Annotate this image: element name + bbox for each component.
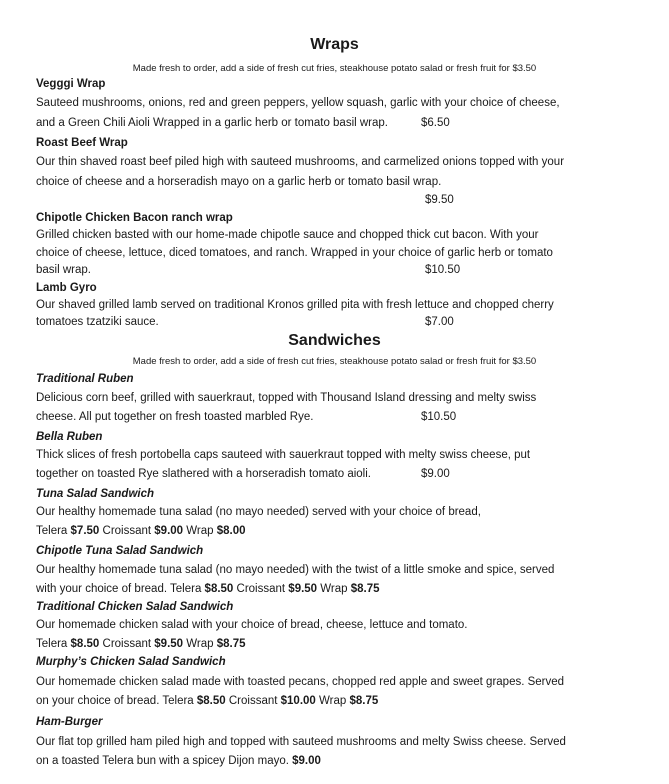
item-name: Lamb Gyro — [36, 282, 97, 294]
item-price: $7.00 — [425, 316, 454, 328]
item-desc: cheese. All put together on fresh toasted marbled Rye. — [36, 411, 314, 423]
wraps-note: Made fresh to order, add a side of fresh cut fries, steakhouse potato salad or fresh fruit for $3.50 — [132, 63, 537, 74]
sandwiches-title: Sandwiches — [288, 332, 381, 349]
item-price: $6.50 — [421, 117, 450, 129]
item-name: Chipotle Chicken Bacon ranch wrap — [36, 212, 233, 224]
item-name: Traditional Chicken Salad Sandwich — [36, 601, 234, 613]
item-name: Bella Ruben — [36, 431, 103, 443]
item-desc: and a Green Chili Aioli Wrapped in a garlic herb or tomato basil wrap. — [36, 117, 388, 129]
item-desc: Sauteed mushrooms, onions, red and green peppers, yellow squash, garlic with your choice of cheese, — [36, 97, 560, 109]
wraps-title: Wraps — [310, 36, 359, 53]
item-desc: Our homemade chicken salad made with toasted pecans, chopped red apple and sweet grapes. Served — [36, 676, 565, 688]
item-name: Tuna Salad Sandwich — [36, 488, 155, 500]
item-options: Telera $7.50 Croissant $9.00 Wrap $8.00 — [36, 525, 246, 537]
item-price: $10.50 — [425, 264, 461, 276]
item-options: on your choice of bread. Telera $8.50 Croissant $10.00 Wrap $8.75 — [36, 695, 379, 707]
item-desc: basil wrap. — [36, 264, 91, 276]
item-price: $9.50 — [425, 194, 454, 206]
item-name: Traditional Ruben — [36, 373, 134, 385]
item-desc: Our thin shaved roast beef piled high with sauteed mushrooms, and carmelized onions topped with your — [36, 156, 565, 168]
item-desc: Our homemade chicken salad with your choice of bread, cheese, lettuce and tomato. — [36, 619, 468, 631]
item-desc: Our healthy homemade tuna salad (no mayo needed) served with your choice of bread, — [36, 506, 481, 518]
item-desc: choice of cheese and a horseradish mayo on a garlic herb or tomato basil wrap. — [36, 176, 442, 188]
item-name: Murphy’s Chicken Salad Sandwich — [36, 656, 226, 668]
item-options: on a toasted Telera bun with a spicey Dijon mayo. $9.00 — [36, 755, 321, 767]
item-desc: tomatoes tzatziki sauce. — [36, 316, 159, 328]
item-name: Roast Beef Wrap — [36, 137, 128, 149]
item-desc: Our flat top grilled ham piled high and topped with sauteed mushrooms and melty Swiss cheese. Served — [36, 736, 566, 748]
item-desc: Our healthy homemade tuna salad (no mayo needed) with the twist of a little smoke and spice, served — [36, 564, 555, 576]
item-desc: together on toasted Rye slathered with a horseradish tomato aioli. — [36, 468, 371, 480]
item-options: with your choice of bread. Telera $8.50 Croissant $9.50 Wrap $8.75 — [36, 583, 380, 595]
item-desc: Grilled chicken basted with our home-made chipotle sauce and chopped thick cut bacon. With your — [36, 229, 539, 241]
item-desc: Thick slices of fresh portobella caps sauteed with sauerkraut topped with melty swiss cheese, put — [36, 449, 531, 461]
item-desc: Delicious corn beef, grilled with sauerkraut, topped with Thousand Island dressing and melty swiss — [36, 392, 537, 404]
item-name: Vegggi Wrap — [36, 78, 106, 90]
item-name: Chipotle Tuna Salad Sandwich — [36, 545, 204, 557]
item-desc: choice of cheese, lettuce, diced tomatoes, and ranch. Wrapped in your choice of garlic herb or tomato — [36, 247, 553, 259]
item-name: Ham-Burger — [36, 716, 103, 728]
item-price: $10.50 — [421, 411, 457, 423]
item-options: Telera $8.50 Croissant $9.50 Wrap $8.75 — [36, 638, 246, 650]
item-price: $9.00 — [421, 468, 450, 480]
sandwiches-note: Made fresh to order, add a side of fresh cut fries, steakhouse potato salad or fresh fruit for $3.50 — [132, 356, 537, 367]
item-desc: Our shaved grilled lamb served on traditional Kronos grilled pita with fresh lettuce and chopped cherry — [36, 299, 554, 311]
